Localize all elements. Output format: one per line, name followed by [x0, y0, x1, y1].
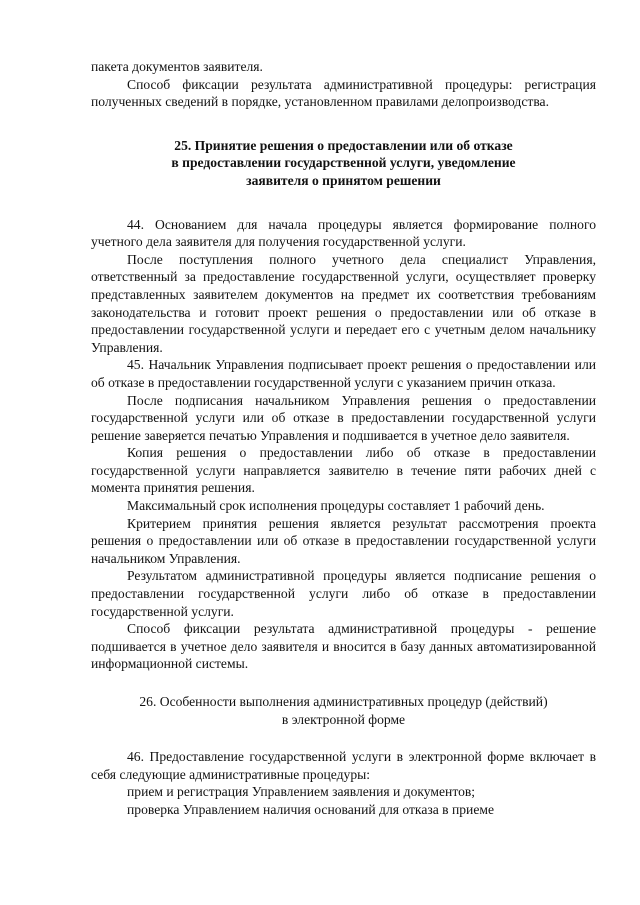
- section-26-title-line: в электронной форме: [281, 711, 406, 727]
- paragraph: 46. Предоставление государственной услуги в электронной форме включает в себя следующие административные процедуры:: [91, 749, 596, 782]
- paragraph: Максимальный срок исполнения процедуры составляет 1 рабочий день.: [127, 498, 545, 514]
- section-25-title-line: заявителя о принятом решении: [246, 172, 441, 188]
- paragraph: прием и регистрация Управлением заявления и документов;: [127, 784, 476, 800]
- section-26-title: [91, 693, 596, 728]
- paragraph: Способ фиксации результата административной процедуры - решение подшивается в учетное дело заявителя и вносится в базу данных автоматизированной информационной системы.: [91, 621, 596, 672]
- section-25-title-line: в предоставлении государственной услуги, уведомление: [171, 155, 516, 171]
- section-26-title-line: 26. Особенности выполнения административных процедур (действий): [139, 694, 548, 709]
- paragraph: Критерием принятия решения является результат рассмотрения проекта решения о предоставлении или об отказе в предоставлении государственной услуги начальником Управления.: [91, 515, 596, 566]
- paragraph: Копия решения о предоставлении либо об отказе в предоставлении государственной услуги направляется заявителю в течение пяти рабочих дней с момента принятия решения.: [91, 445, 596, 496]
- paragraph: 45. Начальник Управления подписывает проект решения о предоставлении или об отказе в предоставлении государственной услуги с указанием причин отказа.: [91, 357, 596, 390]
- section-25-title-line: 25. Принятие решения о предоставлении или об отказе: [174, 137, 513, 153]
- paragraph: проверка Управлением наличия оснований для отказа в приеме: [127, 801, 495, 817]
- paragraph: После подписания начальником Управления решения о предоставлении государственной услуги или об отказе в предоставлении государственной услуги решение заверяется печатью Управления и подшивается в учетное дело заявителя.: [91, 392, 596, 443]
- paragraph: Результатом административной процедуры является подписание решения о предоставлении государственной услуги либо об отказе в предоставлении государственной услуги.: [91, 568, 596, 619]
- document-page: [91, 58, 596, 819]
- paragraph: После поступления полного учетного дела специалист Управления, ответственный за предоставление государственной услуги, осуществляет проверку представленных заявителем документов на предмет их соответствия требованиям законодательства и готовит проект решения о предоставлении или об отказе в предоставлении государственной услуги и передает его с учетным делом начальнику Управления.: [91, 251, 596, 355]
- intro-paragraph-1: пакета документов заявителя.: [91, 59, 263, 74]
- intro-paragraph-2: Способ фиксации результата административной процедуры: регистрация полученных сведений в порядке, установленном правилами делопроизводства.: [91, 76, 596, 110]
- paragraph: 44. Основанием для начала процедуры является формирование полного учетного дела заявителя для получения государственной услуги.: [91, 216, 596, 250]
- section-25-title: [91, 137, 596, 190]
